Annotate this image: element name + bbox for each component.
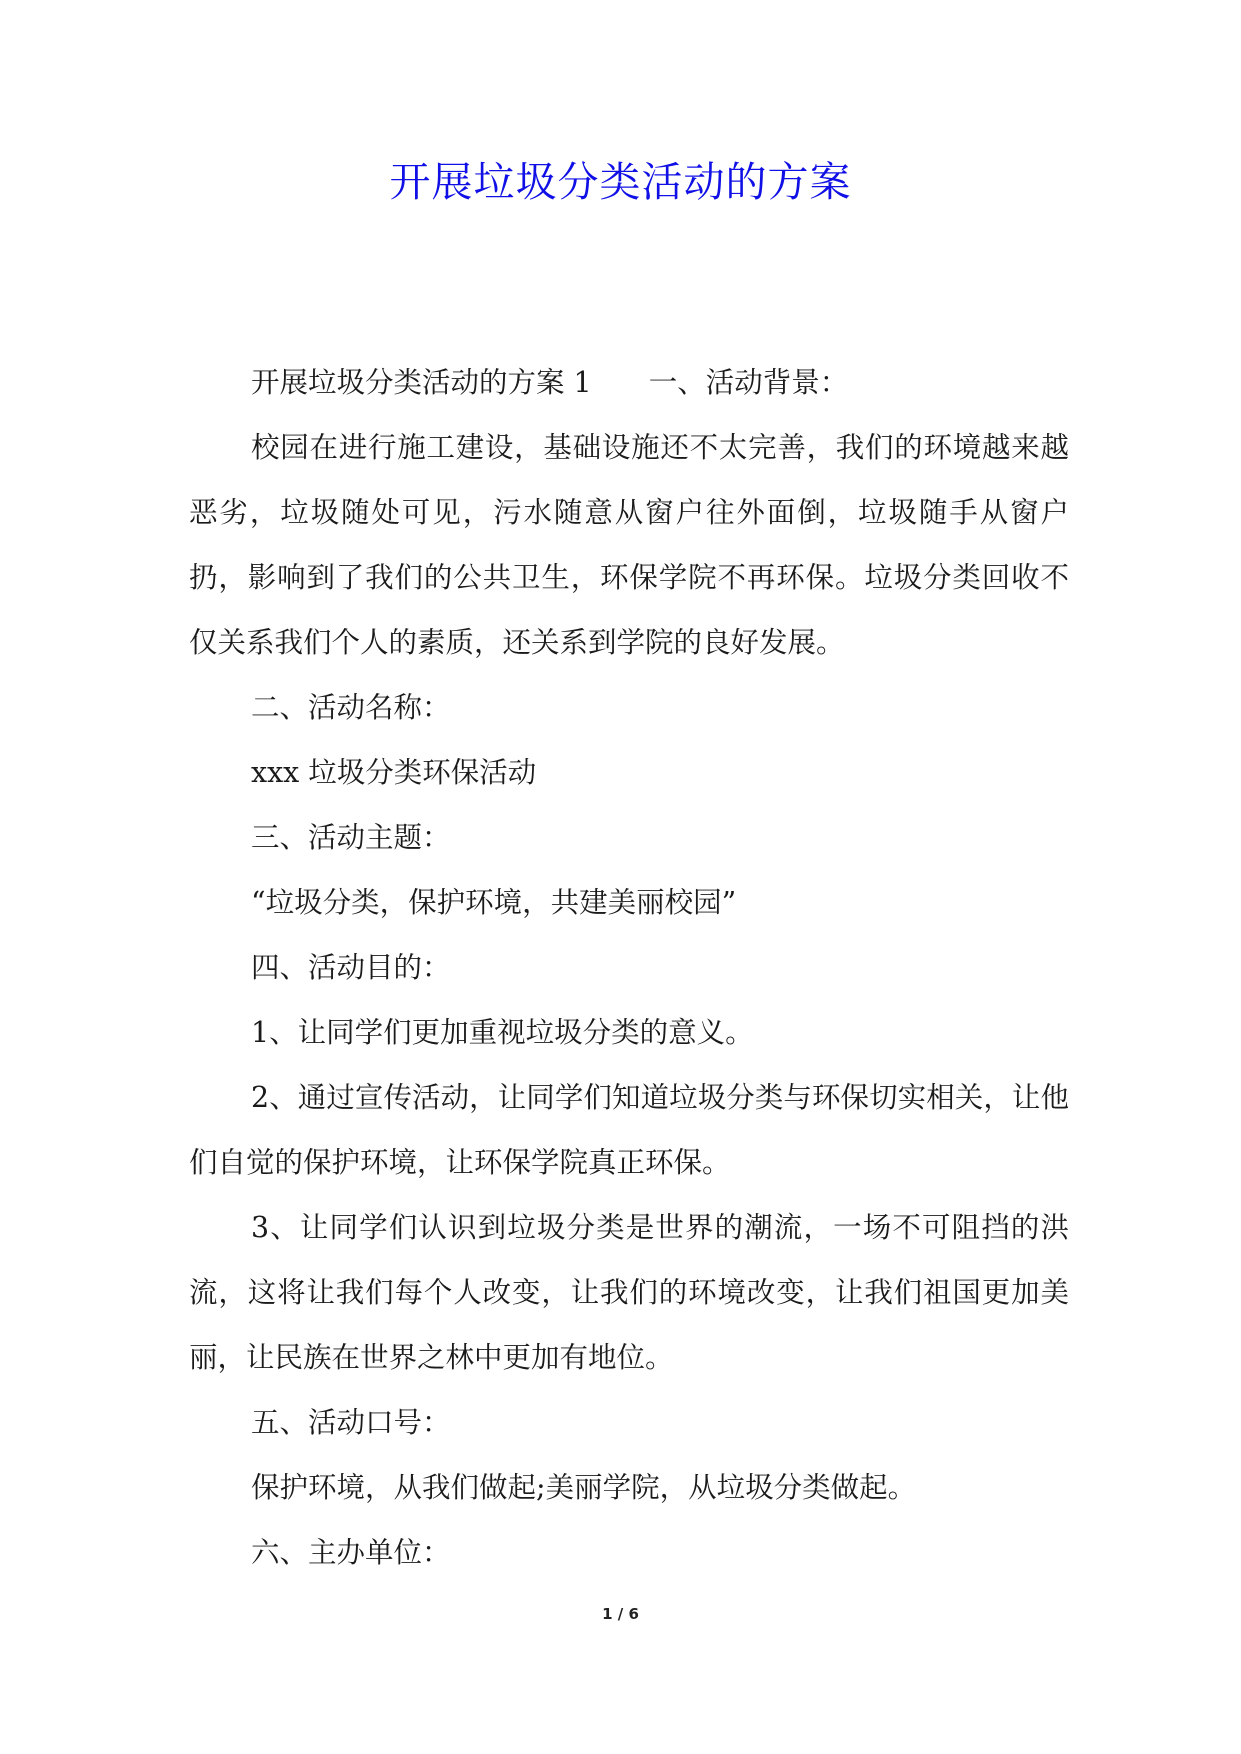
paragraph-heading-4: 四、活动目的： [251,951,451,984]
paragraph-heading-2: 二、活动名称： [251,691,451,724]
paragraph-slogan: 保护环境，从我们做起;美丽学院，从垃圾分类做起。 [251,1471,917,1504]
paragraph-goal-1: 1、让同学们更加重视垃圾分类的意义。 [251,1016,754,1049]
paragraph-theme: “垃圾分类，保护环境，共建美丽校园” [251,886,737,919]
paragraph-activity-name: xxx 垃圾分类环保活动 [251,756,537,789]
paragraph-background: 校园在进行施工建设，基础设施还不太完善，我们的环境越来越恶劣，垃圾随处可见，污水随意从窗户往外面倒，垃圾随手从窗户扔，影响到了我们的公共卫生，环保学院不再环保。垃圾分类回收不仅关系我们个人的素质，还关系到学院的良好发展。 [189,431,1069,659]
page-number: 1 / 6 [602,1605,639,1623]
document-body [189,350,1069,1585]
paragraph-heading-5: 五、活动口号： [251,1406,451,1439]
document-title: 开展垃圾分类活动的方案 [389,158,852,206]
paragraph-heading-3: 三、活动主题： [251,821,451,854]
paragraph-goal-3: 3、让同学们认识到垃圾分类是世界的潮流，一场不可阻挡的洪流，这将让我们每个人改变，让我们的环境改变，让我们祖国更加美丽，让民族在世界之林中更加有地位。 [189,1211,1069,1374]
paragraph-heading-6: 六、主办单位： [251,1536,451,1569]
paragraph-heading-1: 开展垃圾分类活动的方案 1 一、活动背景： [251,366,849,399]
paragraph-goal-2: 2、通过宣传活动，让同学们知道垃圾分类与环保切实相关，让他们自觉的保护环境，让环保学院真正环保。 [189,1081,1069,1179]
